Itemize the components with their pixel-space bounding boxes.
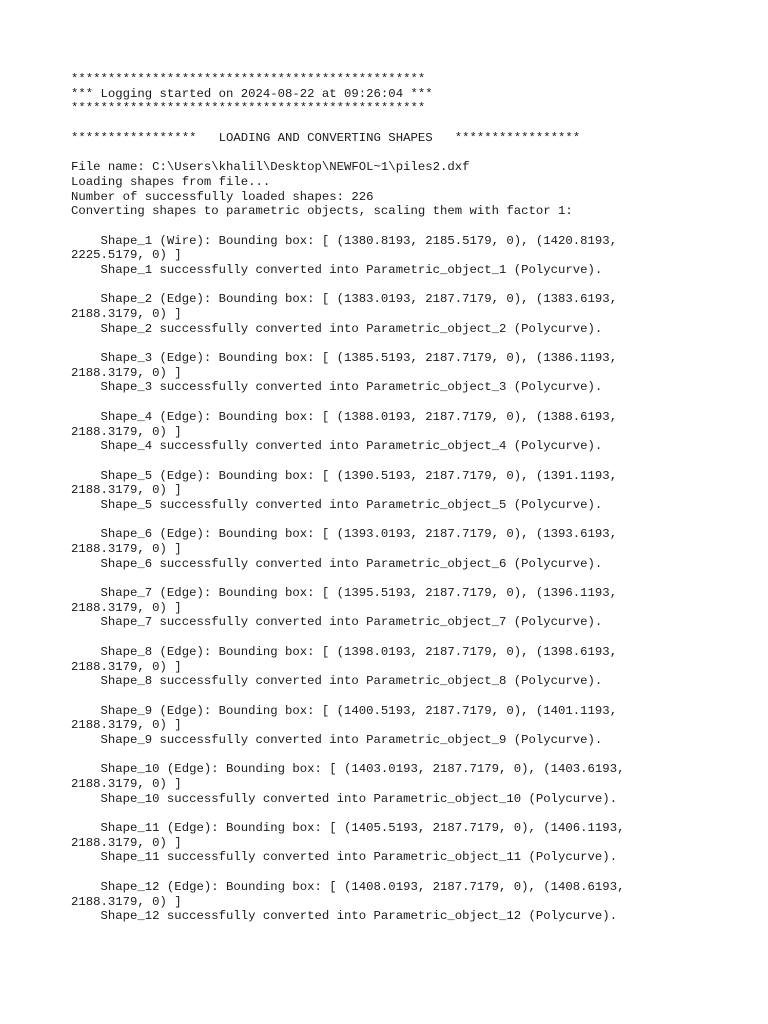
shape-bounding-box-line: Shape_2 (Edge): Bounding box: [ (1383.0193, 2187.7179, 0), (1383.6193, [71, 292, 618, 307]
shape-converted-line: Shape_5 successfully converted into Parametric_object_5 (Polycurve). [71, 497, 603, 512]
shape-bounding-box-continuation: 2225.5179, 0) ] [71, 248, 182, 263]
blank-line [71, 630, 761, 645]
shape-converted-line: Shape_9 successfully converted into Parametric_object_9 (Polycurve). [71, 732, 603, 747]
shape-converted-line: Shape_12 successfully converted into Parametric_object_12 (Polycurve). [71, 909, 618, 924]
shape-bounding-box-line: Shape_10 (Edge): Bounding box: [ (1403.0193, 2187.7179, 0), (1403.6193, [71, 762, 625, 777]
blank-line [71, 748, 761, 763]
blank-line [71, 571, 761, 586]
shape-entry [71, 630, 761, 689]
shape-converted-line: Shape_1 successfully converted into Parametric_object_1 (Polycurve). [71, 262, 603, 277]
shape-entry [71, 395, 761, 454]
shape-bounding-box-line: Shape_7 (Edge): Bounding box: [ (1395.5193, 2187.7179, 0), (1396.1193, [71, 586, 618, 601]
shape-bounding-box-line: Shape_8 (Edge): Bounding box: [ (1398.0193, 2187.7179, 0), (1398.6193, [71, 644, 618, 659]
header-stars-top: ************************************************ [71, 72, 426, 86]
shape-bounding-box-continuation: 2188.3179, 0) ] [71, 424, 182, 439]
header-title: *** Logging started on 2024-08-22 at 09:26:04 *** [71, 86, 433, 101]
shape-converted-line: Shape_3 successfully converted into Parametric_object_3 (Polycurve). [71, 380, 603, 395]
shape-bounding-box-continuation: 2188.3179, 0) ] [71, 718, 182, 733]
shape-count-line: Number of successfully loaded shapes: 226 [71, 189, 374, 204]
blank-line [71, 806, 761, 821]
shape-bounding-box-continuation: 2188.3179, 0) ] [71, 365, 182, 380]
shape-bounding-box-line: Shape_6 (Edge): Bounding box: [ (1393.0193, 2187.7179, 0), (1393.6193, [71, 527, 618, 542]
shape-entry [71, 454, 761, 513]
shape-bounding-box-line: Shape_11 (Edge): Bounding box: [ (1405.5193, 2187.7179, 0), (1406.1193, [71, 821, 625, 836]
blank-line [71, 395, 761, 410]
shape-converted-line: Shape_11 successfully converted into Parametric_object_11 (Polycurve). [71, 850, 618, 865]
shape-bounding-box-continuation: 2188.3179, 0) ] [71, 659, 182, 674]
shape-bounding-box-line: Shape_1 (Wire): Bounding box: [ (1380.8193, 2185.5179, 0), (1420.8193, [71, 233, 618, 248]
shape-bounding-box-continuation: 2188.3179, 0) ] [71, 542, 182, 556]
shape-bounding-box-continuation: 2188.3179, 0) ] [71, 483, 182, 498]
shape-entry [71, 748, 761, 807]
shape-entry [71, 571, 761, 630]
shape-converted-line: Shape_6 successfully converted into Parametric_object_6 (Polycurve). [71, 556, 603, 571]
shape-converted-line: Shape_10 successfully converted into Parametric_object_10 (Polycurve). [71, 791, 618, 806]
section-heading: ***************** LOADING AND CONVERTING SHAPES ***************** [71, 130, 581, 145]
shape-entries [71, 219, 761, 924]
blank-line [71, 689, 761, 704]
shape-entry [71, 806, 761, 865]
blank-line [71, 219, 761, 234]
shape-entry [71, 689, 761, 748]
shape-converted-line: Shape_2 successfully converted into Parametric_object_2 (Polycurve). [71, 321, 603, 336]
shape-converted-line: Shape_4 successfully converted into Parametric_object_4 (Polycurve). [71, 439, 603, 454]
shape-bounding-box-continuation: 2188.3179, 0) ] [71, 307, 182, 321]
shape-bounding-box-line: Shape_3 (Edge): Bounding box: [ (1385.5193, 2187.7179, 0), (1386.1193, [71, 351, 618, 366]
blank-line [71, 454, 761, 469]
shape-converted-line: Shape_8 successfully converted into Parametric_object_8 (Polycurve). [71, 674, 603, 689]
shape-bounding-box-continuation: 2188.3179, 0) ] [71, 894, 182, 909]
shape-entry [71, 336, 761, 395]
blank-line [71, 116, 761, 131]
shape-entry [71, 219, 761, 278]
shape-converted-line: Shape_7 successfully converted into Parametric_object_7 (Polycurve). [71, 615, 603, 630]
shape-bounding-box-line: Shape_9 (Edge): Bounding box: [ (1400.5193, 2187.7179, 0), (1401.1193, [71, 703, 618, 718]
shape-bounding-box-line: Shape_5 (Edge): Bounding box: [ (1390.5193, 2187.7179, 0), (1391.1193, [71, 468, 618, 483]
blank-line [71, 278, 761, 293]
blank-line [71, 865, 761, 880]
blank-line [71, 336, 761, 351]
shape-bounding-box-continuation: 2188.3179, 0) ] [71, 777, 182, 791]
blank-line [71, 145, 761, 160]
shape-entry [71, 865, 761, 924]
shape-bounding-box-line: Shape_12 (Edge): Bounding box: [ (1408.0193, 2187.7179, 0), (1408.6193, [71, 879, 625, 894]
file-name-line: File name: C:\Users\khalil\Desktop\NEWFOL~1\piles2.dxf [71, 160, 470, 175]
header-stars-bottom: ************************************************ [71, 101, 426, 116]
shape-entry [71, 513, 761, 572]
blank-line [71, 513, 761, 528]
loading-line: Loading shapes from file... [71, 174, 271, 189]
shape-bounding-box-continuation: 2188.3179, 0) ] [71, 600, 182, 615]
converting-line: Converting shapes to parametric objects, scaling them with factor 1: [71, 204, 573, 219]
log-document [71, 72, 761, 924]
shape-bounding-box-line: Shape_4 (Edge): Bounding box: [ (1388.0193, 2187.7179, 0), (1388.6193, [71, 409, 618, 424]
shape-entry [71, 278, 761, 337]
shape-bounding-box-continuation: 2188.3179, 0) ] [71, 835, 182, 850]
